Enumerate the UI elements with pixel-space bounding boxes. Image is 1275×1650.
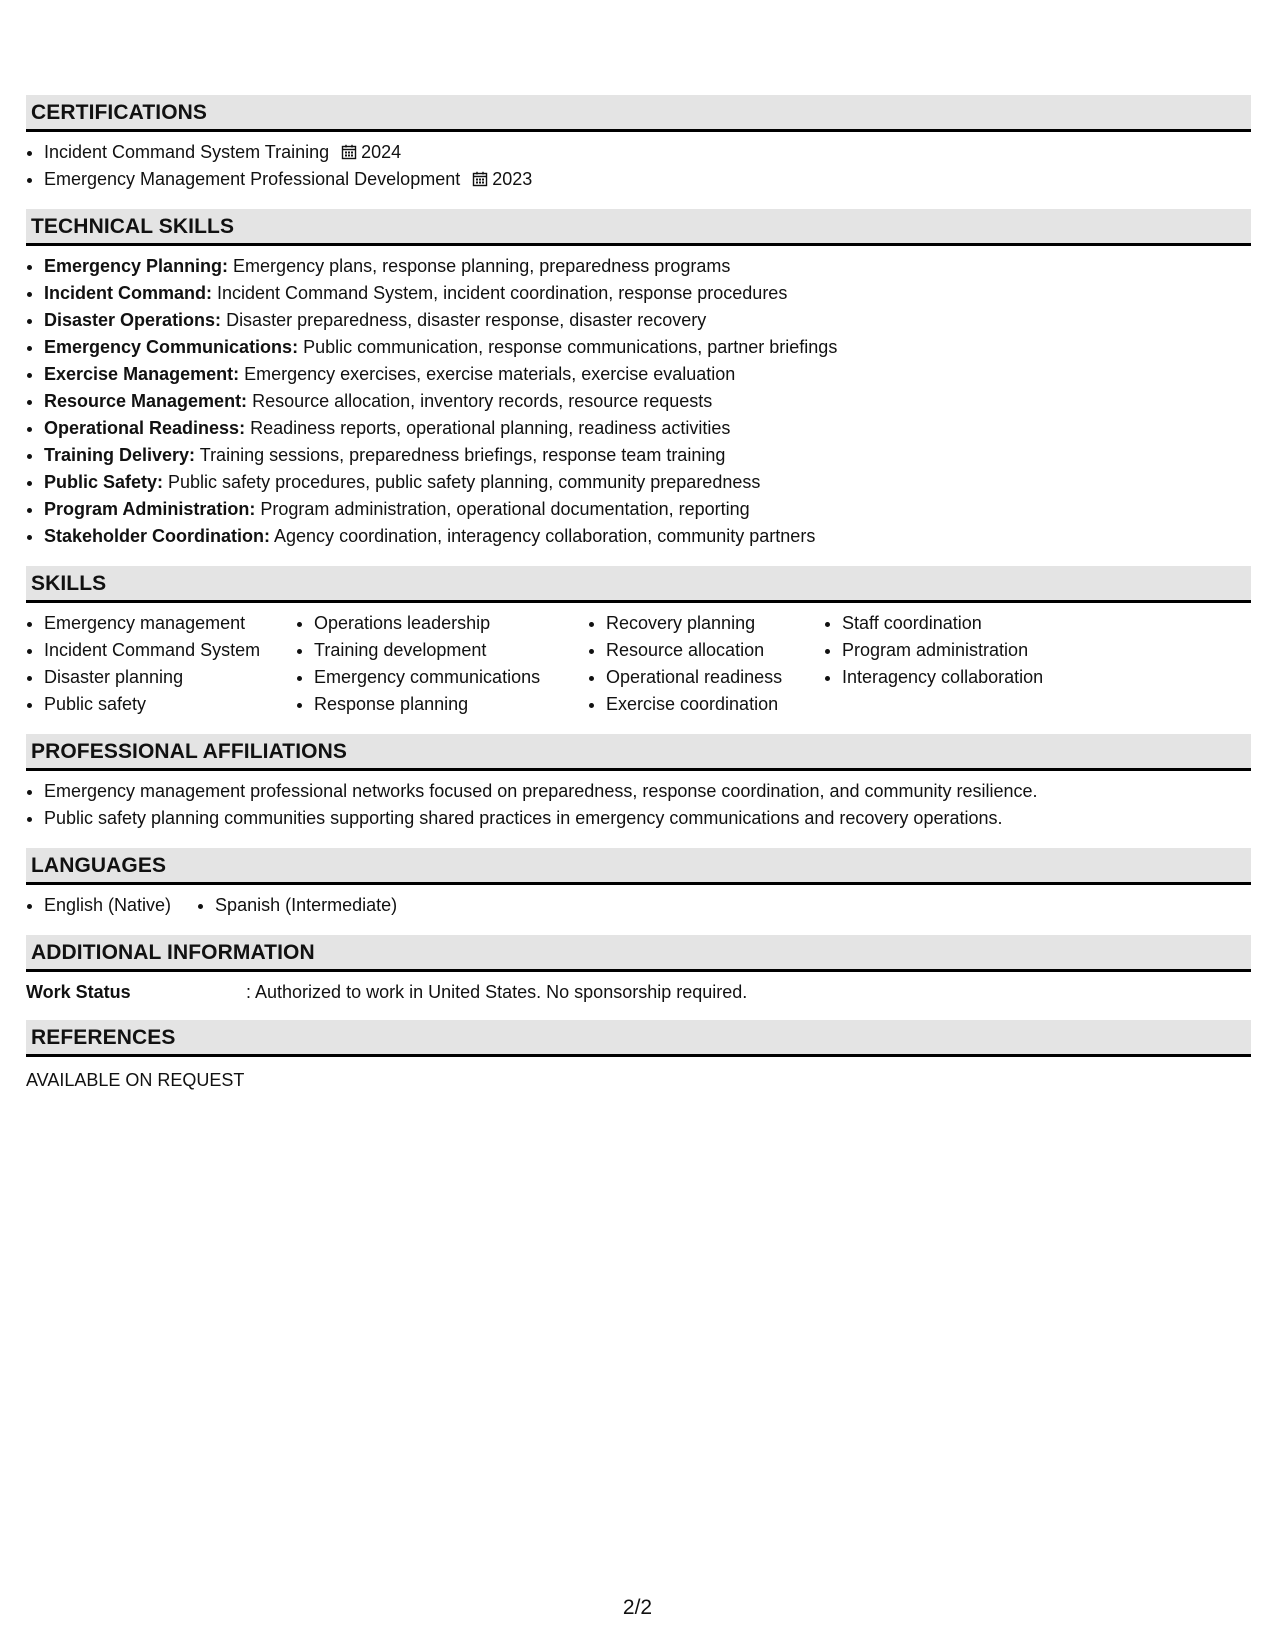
technical-skills-list: [26, 253, 1251, 550]
skill-label: Incident Command:: [44, 283, 213, 303]
list-item: • Resource allocation: [606, 637, 824, 664]
additional-info-section: [26, 935, 1251, 1004]
list-item: [44, 334, 1251, 361]
resume-page: [26, 95, 1251, 1108]
certifications-list: [26, 139, 1251, 193]
skill-label: Exercise Management:: [44, 364, 240, 384]
skill-label: Resource Management:: [44, 391, 248, 411]
list-item: • Response planning: [314, 691, 588, 718]
skill-text: Public safety procedures, public safety planning, community preparedness: [163, 472, 761, 492]
list-item: • Disaster planning: [44, 664, 296, 691]
skills-column: [824, 610, 1102, 718]
skill-label: Emergency Planning:: [44, 256, 229, 276]
list-item: • Emergency communications: [314, 664, 588, 691]
skills-columns: [26, 610, 1251, 718]
list-item: [44, 496, 1251, 523]
list-item: • Staff coordination: [842, 610, 1102, 637]
skills-column: [588, 610, 824, 718]
skill-text: Training sessions, preparedness briefings, response team training: [195, 445, 726, 465]
list-item: • Public safety: [44, 691, 296, 718]
list-item: [44, 415, 1251, 442]
skill-label: Operational Readiness:: [44, 418, 246, 438]
work-status-value: : Authorized to work in United States. No sponsorship required.: [246, 982, 748, 1002]
section-heading: CERTIFICATIONS: [26, 95, 1251, 132]
skill-text: Readiness reports, operational planning, readiness activities: [245, 418, 731, 438]
list-item: • Recovery planning: [606, 610, 824, 637]
list-item: • Incident Command System: [44, 637, 296, 664]
skill-text: Emergency exercises, exercise materials, exercise evaluation: [239, 364, 736, 384]
list-item: • Exercise coordination: [606, 691, 824, 718]
list-item: • Training development: [314, 637, 588, 664]
list-item: • English (Native): [44, 892, 171, 919]
skills-column: [26, 610, 296, 718]
list-item: • Spanish (Intermediate): [215, 892, 397, 919]
references-section: [26, 1020, 1251, 1092]
list-item: [44, 139, 1251, 166]
list-item: [44, 307, 1251, 334]
list-item: • Operational readiness: [606, 664, 824, 691]
work-status-label: Work Status: [26, 982, 131, 1002]
skill-text: Agency coordination, interagency collaboration, community partners: [270, 526, 816, 546]
skill-label: Disaster Operations:: [44, 310, 222, 330]
skill-label: Public Safety:: [44, 472, 164, 492]
list-item: • Emergency management: [44, 610, 296, 637]
list-item: • Public safety planning communities supporting shared practices in emergency communications and recovery operations.: [44, 805, 1251, 832]
list-item: [44, 442, 1251, 469]
affiliations-section: [26, 734, 1251, 832]
certifications-section: [26, 95, 1251, 193]
list-item: • Interagency collaboration: [842, 664, 1102, 691]
list-item: [44, 388, 1251, 415]
skill-label: Program Administration:: [44, 499, 256, 519]
certification-name: Incident Command System Training: [44, 142, 330, 162]
list-item: • Program administration: [842, 637, 1102, 664]
section-heading: REFERENCES: [26, 1020, 1251, 1057]
certification-year: 2023: [492, 169, 533, 189]
skill-text: Emergency plans, response planning, preparedness programs: [228, 256, 731, 276]
skill-text: Public communication, response communications, partner briefings: [298, 337, 838, 357]
section-heading: PROFESSIONAL AFFILIATIONS: [26, 734, 1251, 771]
languages-list: [26, 892, 1251, 919]
skill-text: Incident Command System, incident coordination, response procedures: [212, 283, 788, 303]
affiliations-list: [26, 778, 1251, 832]
skill-text: Resource allocation, inventory records, resource requests: [247, 391, 713, 411]
section-heading: LANGUAGES: [26, 848, 1251, 885]
skill-label: Training Delivery:: [44, 445, 196, 465]
certification-name: Emergency Management Professional Development: [44, 169, 461, 189]
references-text: AVAILABLE ON REQUEST: [26, 1070, 245, 1090]
page-number: 2/2: [622, 1596, 653, 1619]
list-item: • Emergency management professional networks focused on preparedness, response coordination, and community resilience.: [44, 778, 1251, 805]
section-heading: TECHNICAL SKILLS: [26, 209, 1251, 246]
technical-skills-section: [26, 209, 1251, 550]
list-item: [44, 280, 1251, 307]
list-item: [44, 166, 1251, 193]
skills-column: [296, 610, 588, 718]
calendar-icon: [472, 171, 488, 187]
languages-section: [26, 848, 1251, 919]
skill-label: Stakeholder Coordination:: [44, 526, 271, 546]
section-heading: ADDITIONAL INFORMATION: [26, 935, 1251, 972]
skill-text: Disaster preparedness, disaster response, disaster recovery: [221, 310, 707, 330]
work-status-row: [26, 980, 1251, 1004]
certification-year: 2024: [361, 142, 402, 162]
skills-section: [26, 566, 1251, 718]
list-item: [44, 361, 1251, 388]
skill-label: Emergency Communications:: [44, 337, 299, 357]
list-item: [44, 253, 1251, 280]
skill-text: Program administration, operational documentation, reporting: [255, 499, 750, 519]
list-item: • Operations leadership: [314, 610, 588, 637]
calendar-icon: [341, 144, 357, 160]
list-item: [44, 523, 1251, 550]
section-heading: SKILLS: [26, 566, 1251, 603]
list-item: [44, 469, 1251, 496]
